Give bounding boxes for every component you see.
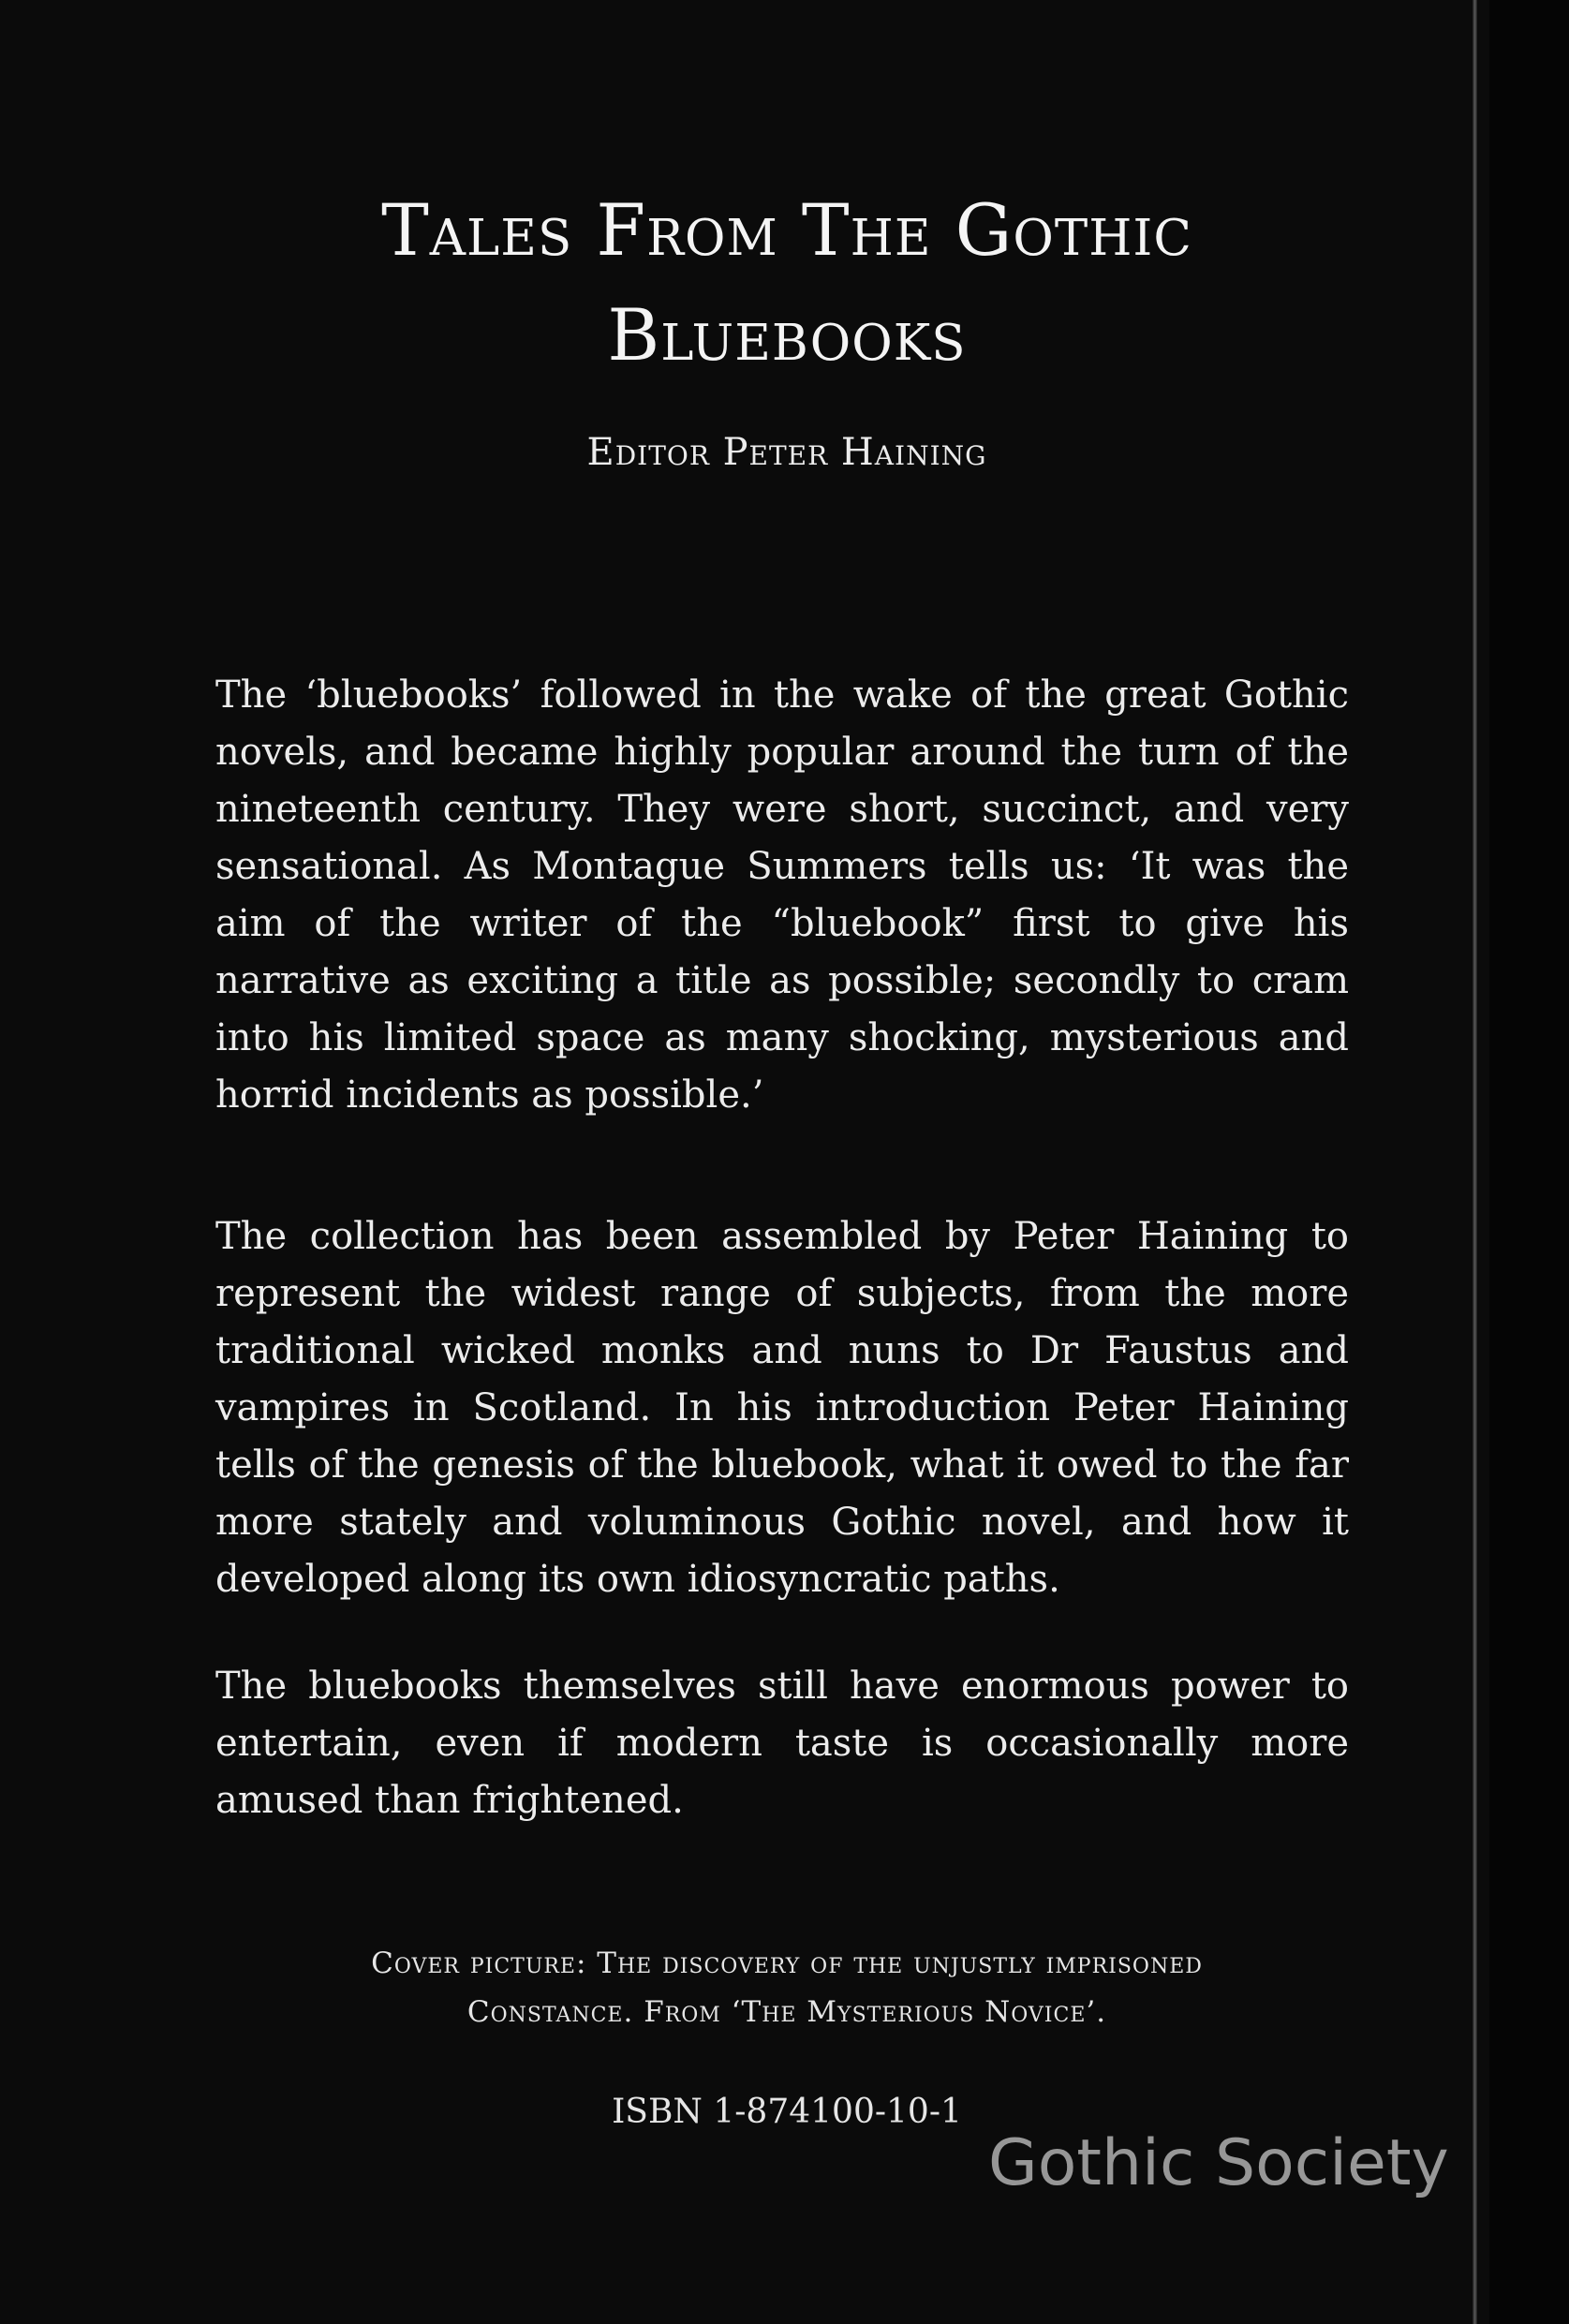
spine-shadow [1489, 0, 1569, 2324]
title-line-2: Bluebooks [607, 293, 967, 377]
spine-edge [1473, 0, 1477, 2324]
watermark: Gothic Society [988, 2126, 1449, 2200]
editor-credit: Editor Peter Haining [586, 431, 987, 474]
blurb-paragraph-1: The ‘bluebooks’ followed in the wake of the great Gothic novels, and became highly popular around the turn of the nineteenth century. They were short, succinct, and very sensational. As Montague Summers tells us: ‘It was the aim of the writer of the “bluebook” first to give his narrative as exciting a title as possible; secondly to cram into his limited space as many shocking, mysterious and horrid incidents as possible.’ [215, 674, 1349, 1117]
caption-line-1: Cover picture: The discovery of the unjustly imprisoned [371, 1947, 1203, 1980]
caption-line-2: Constance. From ‘The Mysterious Novice’. [466, 1995, 1107, 2029]
cover-picture-caption [169, 1939, 1405, 2036]
blurb-paragraph-2: The collection has been assembled by Peter Haining to represent the widest range of subjects, from the more traditional wicked monks and nuns to Dr Faustus and vampires in Scotland. In his introduction Peter Haining tells of the genesis of the bluebook, what it owed to the far more stately and voluminous Gothic novel, and how it developed along its own idiosyncratic paths. [215, 1215, 1349, 1601]
book-title [122, 178, 1452, 388]
isbn: ISBN 1-874100-10-1 [612, 2093, 962, 2131]
blurb-paragraph-3: The bluebooks themselves still have enormous power to entertain, even if modern taste is occasionally more amused than frightened. [215, 1665, 1349, 1822]
title-line-1: Tales From The Gothic [381, 188, 1192, 272]
